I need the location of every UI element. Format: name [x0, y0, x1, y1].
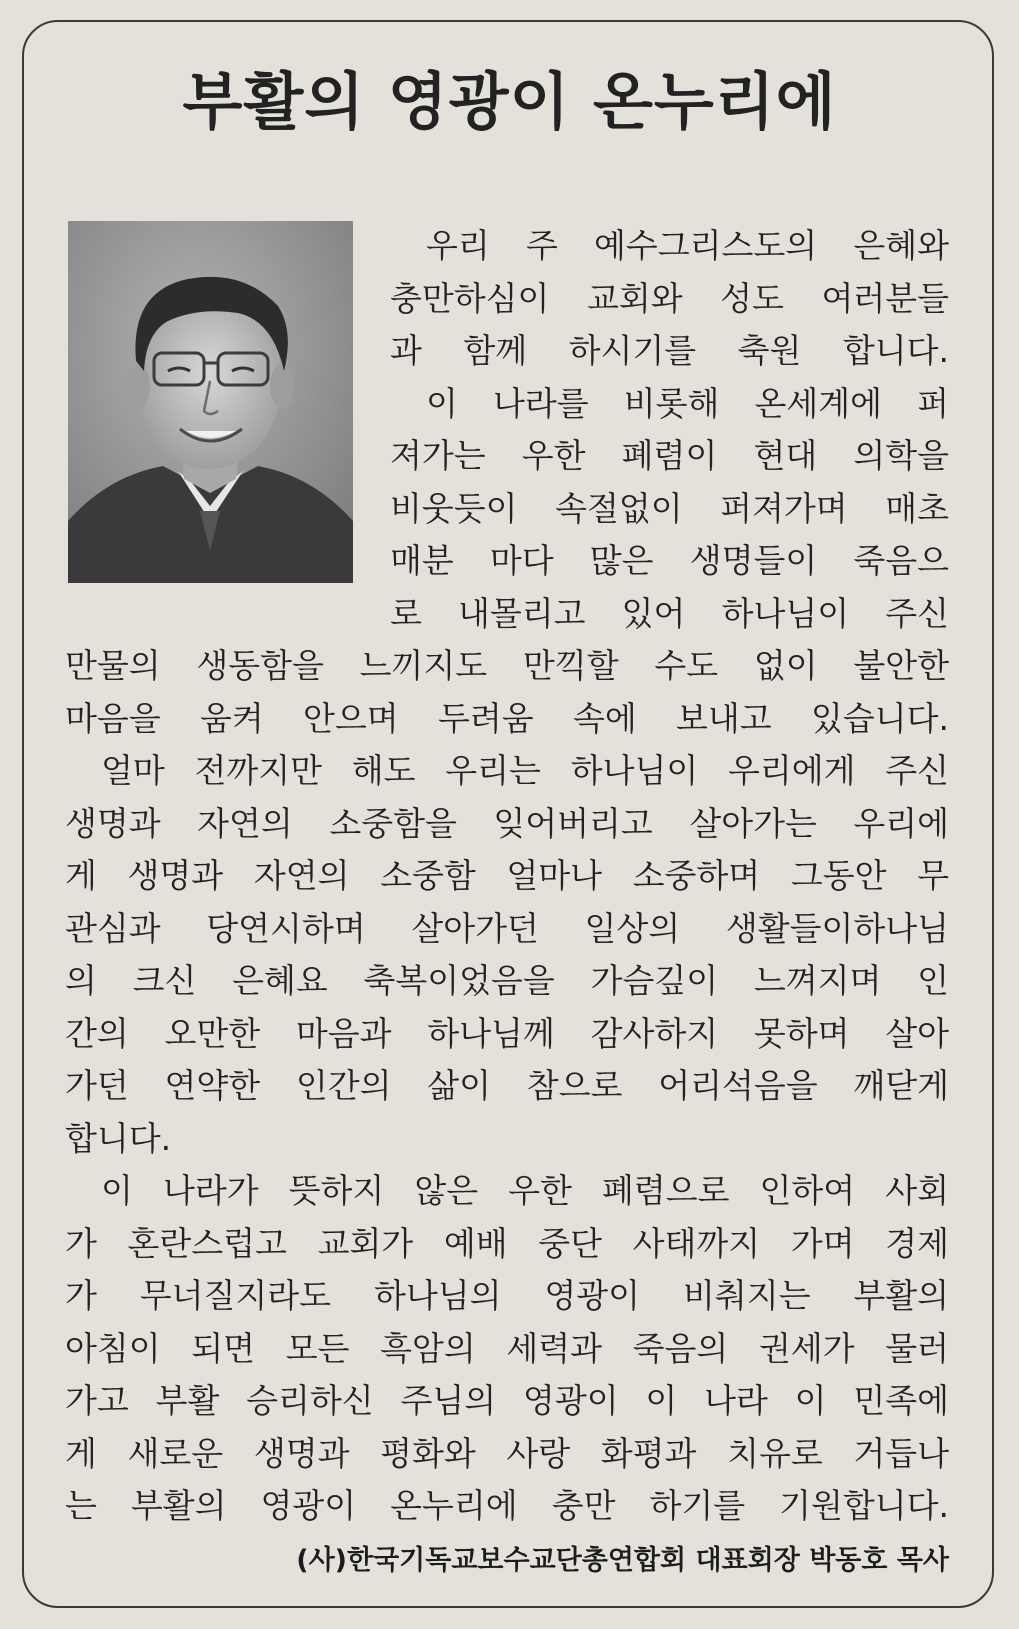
body-line: 의 크신 은혜요 축복이었음을 가슴깊이 느껴지며 인	[65, 961, 949, 1000]
body-line: 아침이 되면 모든 흑암의 세력과 죽음의 권세가 물러	[65, 1329, 949, 1368]
body-line: 만물의 생동함을 느끼지도 만끽할 수도 없이 불안한	[65, 646, 949, 685]
body-line: 게 새로운 생명과 평화와 사랑 화평과 치유로 거듭나	[65, 1434, 949, 1473]
body-line: 게 생명과 자연의 소중함 얼마나 소중하며 그동안 무	[65, 856, 949, 895]
body-line: 마음을 움켜 안으며 두려움 속에 보내고 있습니다.	[65, 699, 949, 738]
body-line: 로 내몰리고 있어 하나님이 주신	[390, 594, 949, 633]
body-line: 이 나라가 뜻하지 않은 우한 폐렴으로 인하여 사회	[101, 1171, 949, 1210]
body-line: 매분 마다 많은 생명들이 죽음으	[390, 541, 949, 580]
body-line: 져가는 우한 폐렴이 현대 의학을	[390, 436, 949, 475]
body-line: 합니다.	[65, 1119, 172, 1158]
body-line: 생명과 자연의 소중함을 잊어버리고 살아가는 우리에	[65, 804, 949, 843]
body-line: 우리 주 예수그리스도의 은혜와	[426, 226, 949, 265]
body-line: 관심과 당연시하며 살아가던 일상의 생활들이하나님	[65, 909, 949, 948]
body-line: 는 부활의 영광이 온누리에 충만 하기를 기원합니다.	[65, 1486, 949, 1525]
body-line: 이 나라를 비롯해 온세계에 퍼	[426, 384, 949, 423]
body-line: 비웃듯이 속절없이 퍼져가며 매초	[390, 489, 949, 528]
author-signature: (사)한국기독교보수교단총연합회 대표회장 박동호 목사	[296, 1545, 949, 1576]
article-title: 부활의 영광이 온누리에	[182, 65, 837, 138]
body-line: 과 함께 하시기를 축원 합니다.	[390, 331, 949, 370]
body-line: 가 혼란스럽고 교회가 예배 중단 사태까지 가며 경제	[65, 1224, 949, 1263]
body-line: 간의 오만한 마음과 하나님께 감사하지 못하며 살아	[65, 1014, 949, 1053]
author-portrait	[68, 221, 353, 583]
body-line: 충만하심이 교회와 성도 여러분들	[390, 279, 949, 318]
body-line: 가던 연약한 인간의 삶이 참으로 어리석음을 깨닫게	[65, 1066, 949, 1105]
portrait-image	[68, 221, 353, 583]
body-line: 가고 부활 승리하신 주님의 영광이 이 나라 이 민족에	[65, 1381, 949, 1420]
body-line: 얼마 전까지만 해도 우리는 하나님이 우리에게 주신	[101, 751, 949, 790]
body-line: 가 무너질지라도 하나님의 영광이 비춰지는 부활의	[65, 1276, 949, 1315]
